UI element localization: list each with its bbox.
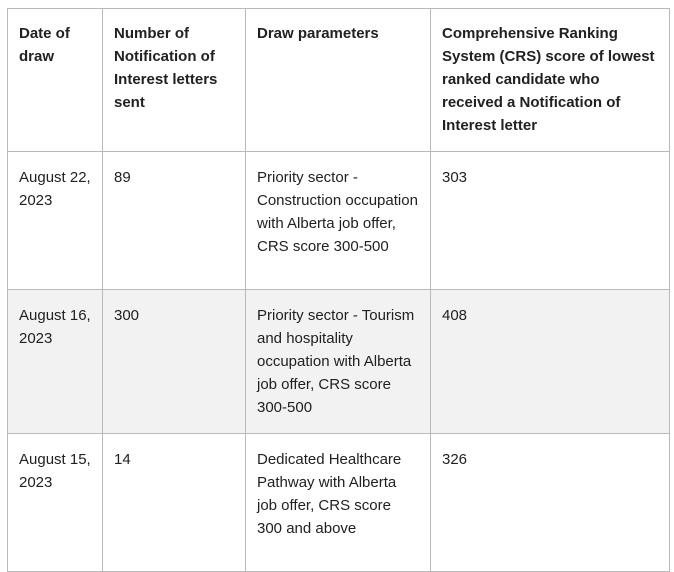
cell-date: August 16, 2023 (8, 290, 103, 434)
cell-parameters: Priority sector - Construction occupation with Alberta job offer, CRS score 300-500 (246, 152, 431, 290)
cell-letters: 14 (103, 434, 246, 572)
cell-date: August 22, 2023 (8, 152, 103, 290)
cell-letters: 89 (103, 152, 246, 290)
table-row (8, 434, 670, 572)
cell-crs: 408 (431, 290, 670, 434)
cell-date: August 15, 2023 (8, 434, 103, 572)
header-date-of-draw: Date of draw (8, 9, 103, 152)
cell-parameters: Dedicated Healthcare Pathway with Alberta job offer, CRS score 300 and above (246, 434, 431, 572)
header-row (8, 9, 670, 152)
table-body (8, 152, 670, 572)
draw-results-table (7, 8, 670, 572)
header-crs-score: Comprehensive Ranking System (CRS) score of lowest ranked candidate who received a Notification of Interest letter (431, 9, 670, 152)
header-draw-parameters: Draw parameters (246, 9, 431, 152)
cell-letters: 300 (103, 290, 246, 434)
table-row (8, 152, 670, 290)
cell-parameters: Priority sector - Tourism and hospitality occupation with Alberta job offer, CRS score 300-500 (246, 290, 431, 434)
table-row (8, 290, 670, 434)
header-letters-sent: Number of Notification of Interest letters sent (103, 9, 246, 152)
cell-crs: 326 (431, 434, 670, 572)
cell-crs: 303 (431, 152, 670, 290)
table-header (8, 9, 670, 152)
